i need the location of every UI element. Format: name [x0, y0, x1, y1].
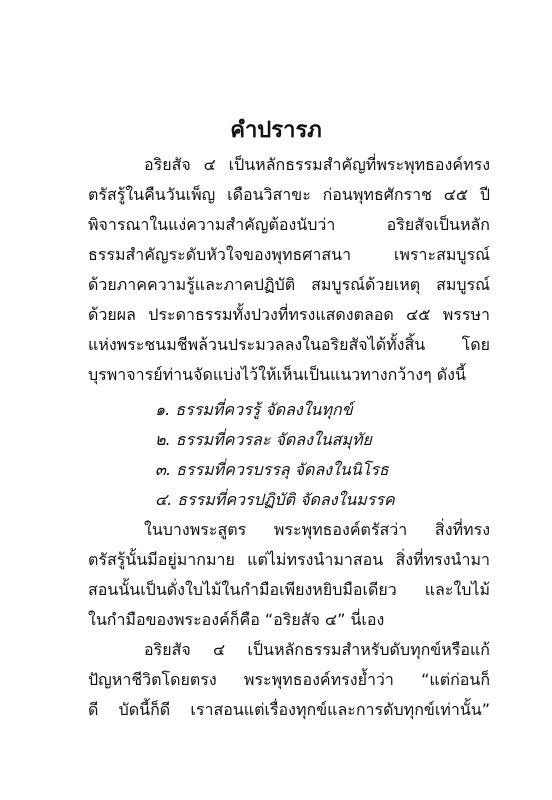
text-line: ในกำมือของพระองค์ก็คือ “อริยสัจ ๔” นี่เอง: [88, 610, 385, 629]
text-line: แห่งพระชนมชีพล้วนประมวลลงในอริยสัจได้ทั้งสิ้น โดย: [88, 335, 490, 354]
list-item: ๒. ธรรมที่ควรละ จัดลงในสมุทัย: [155, 430, 372, 449]
text-line: อริยสัจ ๔ เป็นหลักธรรมสำหรับดับทุกข์หรือแก้: [144, 640, 490, 659]
text-line: พิจารณาในแง่ความสำคัญต้องนับว่า อริยสัจเป็นหลัก: [88, 215, 490, 234]
list-item: ๑. ธรรมที่ควรรู้ จัดลงในทุกข์: [155, 400, 353, 419]
text-line: บุรพาจารย์ท่านจัดแบ่งไว้ให้เห็นเป็นแนวทางกว้างๆ ดังนี้: [88, 365, 466, 384]
text-line: ธรรมสำคัญระดับหัวใจของพุทธศาสนา เพราะสมบูรณ์: [88, 245, 490, 264]
text-line: ด้วยภาคความรู้และภาคปฏิบัติ สมบูรณ์ด้วยเหตุ สมบูรณ์: [88, 275, 490, 294]
text-line: ตรัสรู้นั้นมีอยู่มากมาย แต่ไม่ทรงนำมาสอน สิ่งที่ทรงนำมา: [88, 550, 490, 569]
text-line: ปัญหาชีวิตโดยตรง พระพุทธองค์ทรงย้ำว่า “แต่ก่อนก็: [88, 670, 490, 689]
text-line: ด้วยผล ประดาธรรมทั้งปวงที่ทรงแสดงตลอด ๔๕ พรรษา: [88, 305, 490, 324]
text-line: ดี บัดนี้ก็ดี เราสอนแต่เรื่องทุกข์และการดับทุกข์เท่านั้น”: [88, 700, 490, 719]
text-line: อริยสัจ ๔ เป็นหลักธรรมสำคัญที่พระพุทธองค์ทรง: [144, 155, 490, 174]
text-line: ในบางพระสูตร พระพุทธองค์ตรัสว่า สิ่งที่ทรง: [144, 520, 490, 539]
list-item: ๓. ธรรมที่ควรบรรลุ จัดลงในนิโรธ: [155, 460, 389, 479]
text-line: ตรัสรู้ในคืนวันเพ็ญ เดือนวิสาขะ ก่อนพุทธศักราช ๔๕ ปี: [88, 185, 490, 204]
list-item: ๔. ธรรมที่ควรปฏิบัติ จัดลงในมรรค: [155, 490, 395, 509]
text-line: สอนนั้นเป็นดั่งใบไม้ในกำมือเพียงหยิบมือเดียว และใบไม้: [88, 580, 490, 599]
page-title: คำปรารภ: [230, 118, 322, 143]
